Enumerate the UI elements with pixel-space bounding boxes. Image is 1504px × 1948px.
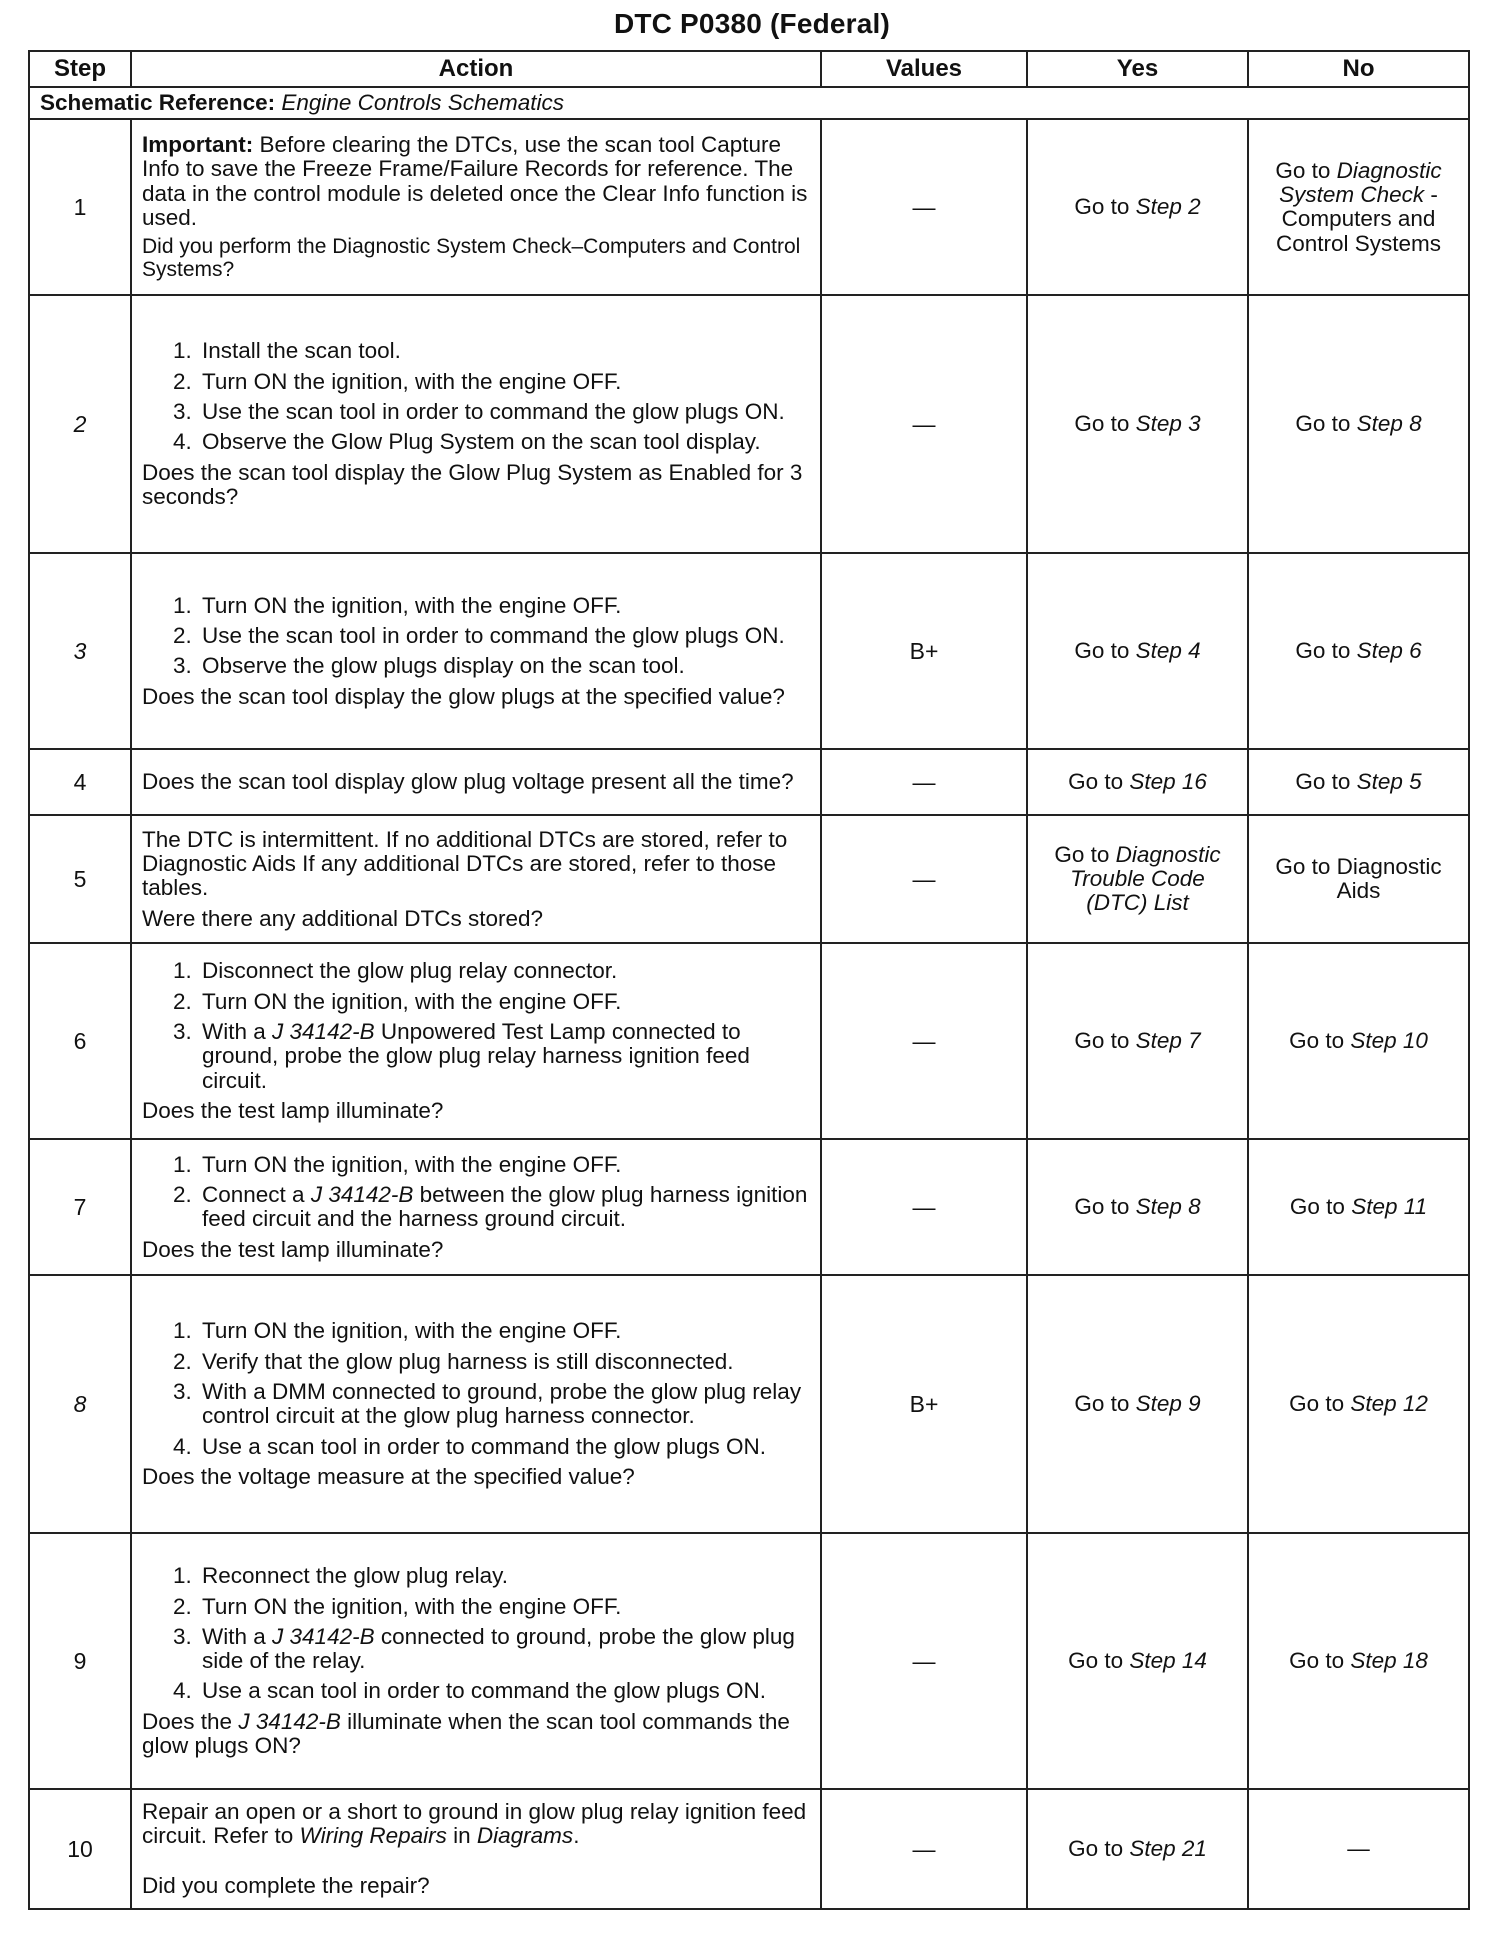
action-item: 1. Disconnect the glow plug relay connector. — [198, 959, 810, 983]
no-link[interactable]: Step 12 — [1350, 1391, 1428, 1417]
action-item: 1. Reconnect the glow plug relay. — [198, 1564, 810, 1588]
value-cell: — — [821, 1533, 1027, 1789]
action-item: 4. Use a scan tool in order to command the glow plugs ON. — [198, 1435, 810, 1459]
step-number: 7 — [29, 1139, 131, 1275]
yes-prefix: Go to — [1054, 841, 1116, 867]
action-list — [142, 1153, 810, 1232]
step-number: 5 — [29, 815, 131, 943]
important-text: Before clearing the DTCs, use the scan tool Capture Info to save the Freeze Frame/Failure Records for reference. The data in the control module is deleted once the Clear Info function is used. — [142, 132, 808, 230]
value-cell: B+ — [821, 1275, 1027, 1533]
table-row-step-2 — [29, 295, 1469, 553]
no-link[interactable]: Step 6 — [1356, 638, 1422, 664]
table-row-step-6 — [29, 943, 1469, 1139]
action-item: 1. Install the scan tool. — [198, 339, 810, 363]
no-cell — [1248, 943, 1469, 1139]
value-cell: — — [821, 119, 1027, 295]
yes-cell — [1027, 1789, 1248, 1909]
step-number: 1 — [29, 119, 131, 295]
no-prefix: Go to — [1295, 411, 1357, 437]
action-cell — [131, 295, 821, 553]
action-item: 2. Turn ON the ignition, with the engine OFF. — [198, 990, 810, 1014]
step-number: 4 — [29, 749, 131, 815]
value-cell: — — [821, 1139, 1027, 1275]
tool-ref: J 34142-B — [310, 1182, 414, 1207]
tool-ref: J 34142-B — [238, 1708, 341, 1734]
no-cell — [1248, 749, 1469, 815]
table-row-step-3 — [29, 553, 1469, 749]
item-suffix: Unpowered Test Lamp connected to ground, probe the glow plug relay harness ignition feed circuit. — [202, 1019, 750, 1093]
yes-link[interactable]: Step 16 — [1129, 769, 1207, 795]
schematic-label: Schematic Reference: — [40, 90, 276, 115]
value-cell: — — [821, 1789, 1027, 1909]
question-text: Does the voltage measure at the specified value? — [142, 1463, 635, 1489]
step-number: 8 — [29, 1275, 131, 1533]
item-suffix: between the glow plug harness ignition feed circuit and the harness ground circuit. — [202, 1182, 808, 1232]
yes-prefix: Go to — [1068, 1648, 1130, 1674]
no-cell: — — [1248, 1789, 1469, 1909]
tool-ref: J 34142-B — [272, 1623, 375, 1649]
action-list — [142, 339, 810, 454]
important-label: Important: — [142, 132, 254, 158]
action-list — [142, 1564, 810, 1703]
wiring-repairs-link[interactable]: Wiring Repairs — [299, 1823, 447, 1849]
value-cell: — — [821, 943, 1027, 1139]
yes-prefix: Go to — [1074, 1194, 1136, 1220]
action-item: 3. Observe the glow plugs display on the scan tool. — [198, 654, 810, 678]
yes-prefix: Go to — [1074, 638, 1136, 664]
header-step: Step — [29, 51, 131, 87]
schematic-reference — [29, 87, 1469, 119]
yes-prefix: Go to — [1074, 1391, 1136, 1417]
action-item: 1. Turn ON the ignition, with the engine OFF. — [198, 594, 810, 618]
header-values: Values — [821, 51, 1027, 87]
question-text: Were there any additional DTCs stored? — [142, 905, 544, 931]
tool-ref: J 34142-B — [272, 1019, 375, 1044]
no-link[interactable]: Step 18 — [1350, 1648, 1428, 1674]
yes-link[interactable]: Step 2 — [1135, 194, 1201, 220]
diagrams-link[interactable]: Diagrams — [476, 1823, 574, 1849]
action-cell — [131, 553, 821, 749]
step-number: 2 — [29, 295, 131, 553]
no-cell — [1248, 553, 1469, 749]
question-text: Did you complete the repair? — [142, 1873, 430, 1899]
question-prefix: Does the — [142, 1708, 239, 1734]
schematic-link[interactable]: Engine Controls Schematics — [281, 90, 565, 115]
header-no: No — [1248, 51, 1469, 87]
action-item: 4. Use a scan tool in order to command the glow plugs ON. — [198, 1679, 810, 1703]
action-text — [142, 1800, 810, 1849]
action-item: 3. Use the scan tool in order to command the glow plugs ON. — [198, 400, 810, 424]
no-link[interactable]: Step 8 — [1356, 411, 1422, 437]
action-cell — [131, 119, 821, 295]
item-suffix: connected to ground, probe the glow plug side of the relay. — [202, 1623, 795, 1674]
action-cell — [131, 749, 821, 815]
yes-link[interactable]: Step 21 — [1129, 1836, 1207, 1862]
item-prefix: With a — [202, 1623, 273, 1649]
action-cell — [131, 1275, 821, 1533]
action-cell — [131, 1789, 821, 1909]
action-item: 1. Turn ON the ignition, with the engine OFF. — [198, 1153, 810, 1177]
action-item: 2. Turn ON the ignition, with the engine OFF. — [198, 370, 810, 394]
table-row-step-4 — [29, 749, 1469, 815]
step-number: 10 — [29, 1789, 131, 1909]
step-number: 9 — [29, 1533, 131, 1789]
yes-link[interactable]: Step 8 — [1135, 1194, 1201, 1220]
page-title: DTC P0380 (Federal) — [613, 8, 891, 39]
yes-cell — [1027, 1533, 1248, 1789]
yes-link[interactable]: Diagnostic Trouble Code (DTC) List — [1070, 841, 1221, 916]
no-suffix: - Computers and Control Systems — [1275, 182, 1442, 256]
question-text: Does the test lamp illuminate? — [142, 1236, 444, 1262]
action-item — [198, 1020, 810, 1093]
yes-cell — [1027, 119, 1248, 295]
yes-prefix: Go to — [1074, 411, 1136, 437]
no-prefix: Go to — [1289, 1028, 1351, 1054]
no-cell — [1248, 1533, 1469, 1789]
yes-prefix: Go to — [1074, 194, 1136, 220]
action-item: 2. Use the scan tool in order to command the glow plugs ON. — [198, 624, 810, 648]
action-item — [198, 1183, 810, 1232]
yes-cell — [1027, 749, 1248, 815]
yes-link[interactable]: Step 4 — [1135, 638, 1201, 664]
action-item: 3. With a DMM connected to ground, probe the glow plug relay control circuit at the glow plug harness connector. — [198, 1380, 810, 1429]
question-text: Does the scan tool display glow plug voltage present all the time? — [142, 769, 794, 795]
action-item: 2. Verify that the glow plug harness is still disconnected. — [198, 1350, 810, 1374]
value-cell: B+ — [821, 553, 1027, 749]
no-cell[interactable]: Go to Diagnostic Aids — [1248, 815, 1469, 943]
no-link[interactable]: Step 10 — [1350, 1028, 1428, 1054]
action-list — [142, 959, 810, 1092]
action-item — [198, 1625, 810, 1674]
table-row-step-5 — [29, 815, 1469, 943]
no-prefix: Go to — [1289, 1648, 1351, 1674]
action-item: 1. Turn ON the ignition, with the engine OFF. — [198, 1319, 810, 1343]
action-list — [142, 594, 810, 679]
no-link[interactable]: Step 5 — [1356, 769, 1422, 795]
yes-cell — [1027, 943, 1248, 1139]
no-cell — [1248, 119, 1469, 295]
no-cell — [1248, 295, 1469, 553]
yes-cell — [1027, 295, 1248, 553]
step-number: 6 — [29, 943, 131, 1139]
action-cell — [131, 1139, 821, 1275]
step-number: 3 — [29, 553, 131, 749]
table-row-step-8 — [29, 1275, 1469, 1533]
yes-cell — [1027, 815, 1248, 943]
item-prefix: With a — [202, 1019, 273, 1044]
yes-link[interactable]: Step 14 — [1129, 1648, 1207, 1674]
no-prefix: Go to — [1295, 638, 1357, 664]
header-action: Action — [131, 51, 821, 87]
yes-link[interactable]: Step 7 — [1135, 1028, 1201, 1054]
schematic-row — [29, 87, 1469, 119]
table-row-step-1 — [29, 119, 1469, 295]
yes-prefix: Go to — [1068, 769, 1130, 795]
no-cell — [1248, 1275, 1469, 1533]
yes-prefix: Go to — [1068, 1836, 1130, 1862]
no-link[interactable]: Step 11 — [1351, 1194, 1428, 1220]
table-row-step-7 — [29, 1139, 1469, 1275]
action-cell — [131, 1533, 821, 1789]
action-item: 2. Turn ON the ignition, with the engine OFF. — [198, 1595, 810, 1619]
text-end: . — [573, 1823, 580, 1849]
action-item: 4. Observe the Glow Plug System on the scan tool display. — [198, 430, 810, 454]
no-prefix: Go to — [1289, 1194, 1352, 1220]
question-text: Does the test lamp illuminate? — [142, 1097, 444, 1123]
action-list — [142, 1319, 810, 1458]
yes-cell — [1027, 1275, 1248, 1533]
action-cell — [131, 943, 821, 1139]
yes-cell — [1027, 1139, 1248, 1275]
yes-link[interactable]: Step 9 — [1135, 1391, 1201, 1417]
value-cell: — — [821, 295, 1027, 553]
question-suffix: illuminate when the scan tool commands the glow plugs ON? — [142, 1708, 790, 1759]
question-text: Did you perform the Diagnostic System Check–Computers and Control Systems? — [142, 235, 801, 281]
yes-prefix: Go to — [1074, 1028, 1136, 1054]
dtc-table — [28, 50, 1470, 1910]
question-text: Does the scan tool display the glow plugs at the specified value? — [142, 683, 785, 709]
no-prefix: Go to — [1289, 1391, 1351, 1417]
no-link[interactable]: Diagnostic System Check — [1279, 157, 1442, 207]
no-prefix: Go to — [1275, 157, 1337, 183]
yes-cell — [1027, 553, 1248, 749]
yes-link[interactable]: Step 3 — [1135, 411, 1201, 437]
value-cell: — — [821, 815, 1027, 943]
question-text: Does the scan tool display the Glow Plug System as Enabled for 3 seconds? — [142, 459, 803, 509]
text-prefix: Repair an open or a short to ground in glow plug relay ignition feed circuit. Refer to — [142, 1798, 807, 1849]
item-prefix: Connect a — [202, 1182, 311, 1207]
table-row-step-9 — [29, 1533, 1469, 1789]
no-prefix: Go to — [1295, 769, 1357, 795]
header-row — [29, 51, 1469, 87]
action-text: The DTC is intermittent. If no additional DTCs are stored, refer to Diagnostic Aids If any additional DTCs are stored, refer to those tables. — [142, 826, 788, 901]
question-text — [142, 1710, 810, 1759]
header-yes: Yes — [1027, 51, 1248, 87]
no-cell — [1248, 1139, 1469, 1275]
value-cell: — — [821, 749, 1027, 815]
text-mid: in — [446, 1823, 477, 1849]
table-row-step-10 — [29, 1789, 1469, 1909]
action-cell — [131, 815, 821, 943]
